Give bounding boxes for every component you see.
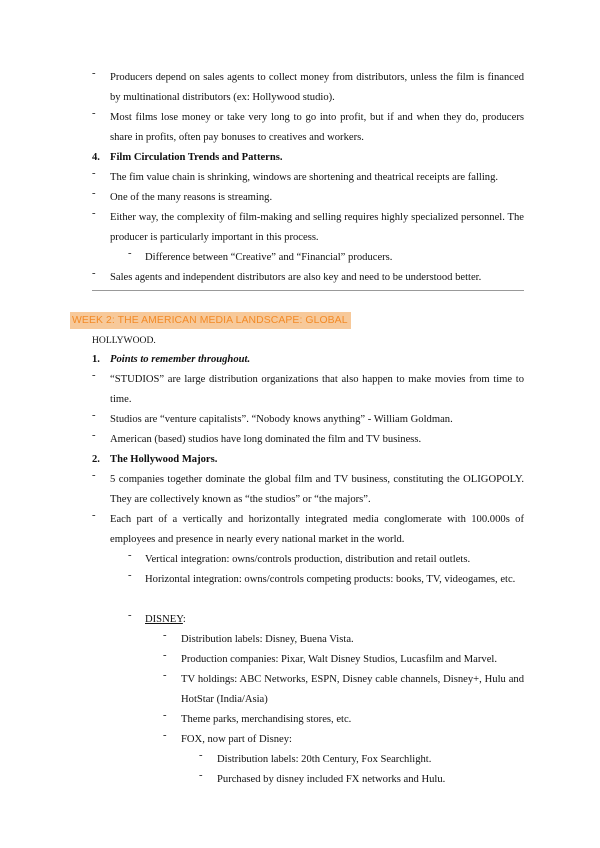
- bullet-producers-sales-agents: Producers depend on sales agents to collect money from distributors, unless the film is financed by multinational distributors (ex: Hollywood studio).: [110, 72, 524, 103]
- heading-number: 4.: [92, 152, 100, 163]
- bullet-oligopoly: 5 companies together dominate the global film and TV business, constituting the OLIGOPOLY. They are collectively known as “the studios” or “the majors”.: [110, 474, 524, 505]
- disney-production-companies: Production companies: Pixar, Walt Disney Studios, Lucasfilm and Marvel.: [181, 654, 497, 665]
- item-number: 1.: [92, 354, 100, 365]
- subheading-hollywood: HOLLYWOOD.: [92, 335, 156, 346]
- bullet-dash: -: [92, 208, 96, 219]
- sub-sub-bullet-dash: -: [163, 630, 167, 641]
- bullet-integrated-conglomerate: Each part of a vertically and horizontally integrated media conglomerate with 100.000s of employees and presence in nearly every national market in the world.: [110, 514, 524, 545]
- disney-theme-parks: Theme parks, merchandising stores, etc.: [181, 714, 352, 725]
- disney-label: DISNEY: [145, 614, 183, 625]
- fox-purchase: Purchased by disney included FX networks and Hulu.: [217, 774, 446, 785]
- sub-sub-bullet-dash: -: [163, 710, 167, 721]
- horizontal-divider: [92, 290, 524, 291]
- bullet-complexity: Either way, the complexity of film-making and selling requires highly specialized personnel. The producer is particularly important in this process.: [110, 212, 524, 243]
- disney-tv-holdings: TV holdings: ABC Networks, ESPN, Disney cable channels, Disney+, Hulu and HotStar (India/Asia): [181, 674, 524, 705]
- sub-bullet-horizontal-integration: Horizontal integration: owns/controls competing products: books, TV, videogames, etc.: [145, 574, 516, 585]
- level4-bullet-dash: -: [199, 770, 203, 781]
- bullet-venture-capitalists: Studios are “venture capitalists”. “Nobody knows anything” - William Goldman.: [110, 414, 453, 425]
- sub-bullet-dash: -: [128, 550, 132, 561]
- sub-bullet-producers: Difference between “Creative” and “Financial” producers.: [145, 252, 393, 263]
- disney-colon: :: [182, 614, 186, 625]
- bullet-dash: -: [92, 188, 96, 199]
- bullet-value-chain: The fim value chain is shrinking, windows are shortening and theatrical receipts are falling.: [110, 172, 499, 183]
- disney-distribution-labels: Distribution labels: Disney, Buena Vista.: [181, 634, 354, 645]
- bullet-dash: -: [92, 108, 96, 119]
- fox-distribution-labels: Distribution labels: 20th Century, Fox Searchlight.: [217, 754, 432, 765]
- bullet-sales-agents: Sales agents and independent distributors are also key and need to be understood better.: [110, 272, 482, 283]
- bullet-dash: -: [92, 370, 96, 381]
- bullet-dash: -: [92, 168, 96, 179]
- bullet-american-studios: American (based) studios have long dominated the film and TV business.: [110, 434, 422, 445]
- sub-bullet-vertical-integration: Vertical integration: owns/controls production, distribution and retail outlets.: [145, 554, 471, 565]
- bullet-dash: -: [92, 268, 96, 279]
- week-2-heading: WEEK 2: THE AMERICAN MEDIA LANDSCAPE: GLOBAL: [70, 312, 351, 329]
- level4-bullet-dash: -: [199, 750, 203, 761]
- bullet-studios: “STUDIOS” are large distribution organizations that also happen to make movies from time to time.: [110, 374, 524, 405]
- sub-bullet-dash: -: [128, 570, 132, 581]
- bullet-films-lose-money: Most films lose money or take very long to go into profit, but if and when they do, producers share in profits, often pay bonuses to creatives and workers.: [110, 112, 524, 143]
- section-heading-film-circulation: Film Circulation Trends and Patterns.: [110, 152, 283, 163]
- bullet-dash: -: [92, 410, 96, 421]
- disney-heading: [145, 610, 186, 630]
- bullet-dash: -: [92, 510, 96, 521]
- sub-bullet-dash: -: [128, 610, 132, 621]
- item-hollywood-majors: The Hollywood Majors.: [110, 454, 218, 465]
- sub-sub-bullet-dash: -: [163, 730, 167, 741]
- bullet-dash: -: [92, 430, 96, 441]
- bullet-streaming: One of the many reasons is streaming.: [110, 192, 273, 203]
- disney-fox: FOX, now part of Disney:: [181, 734, 292, 745]
- sub-bullet-dash: -: [128, 248, 132, 259]
- sub-sub-bullet-dash: -: [163, 670, 167, 681]
- bullet-dash: -: [92, 68, 96, 79]
- item-points-to-remember: Points to remember throughout.: [110, 354, 251, 365]
- bullet-dash: -: [92, 470, 96, 481]
- item-number: 2.: [92, 454, 100, 465]
- sub-sub-bullet-dash: -: [163, 650, 167, 661]
